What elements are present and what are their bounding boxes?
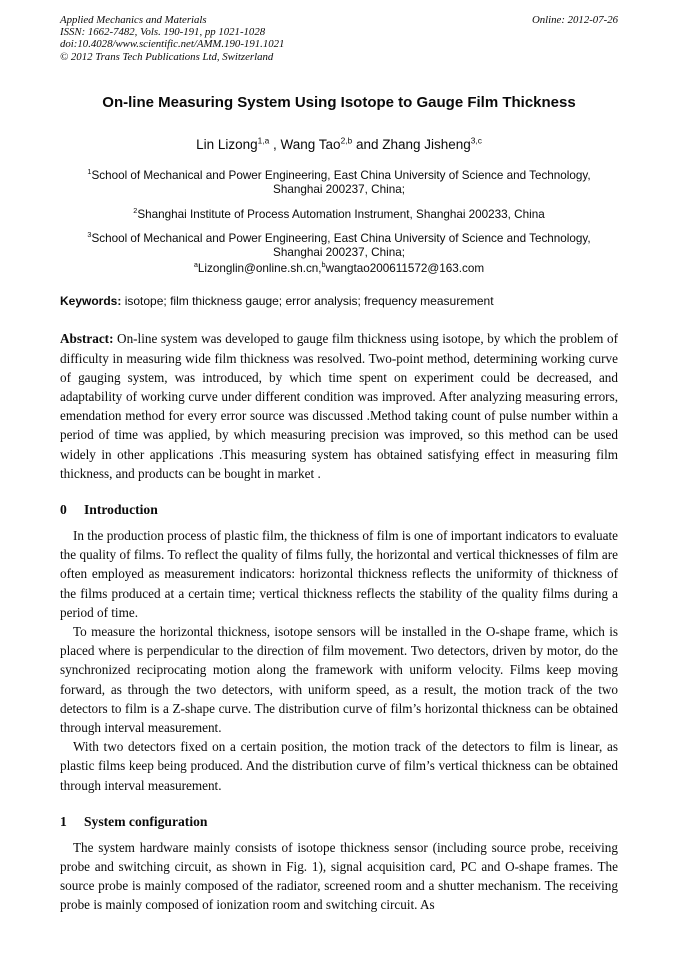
author-name: Wang Tao (280, 136, 341, 152)
online-date: Online: 2012-07-26 (531, 14, 618, 26)
body-paragraph: With two detectors fixed on a certain position, the motion track of the detectors to film is linear, as plastic films keep being produced. And the distribution curve of film’s vertical thickness can be obtained through interval measurement. (60, 739, 618, 793)
affiliation-text: Shanghai 200237, China; (273, 246, 405, 260)
body-paragraph: The system hardware mainly consists of isotope thickness sensor (including source probe, receiving probe and switching circuit, as shown in Fig. 1), signal acquisition card, PC and O-shape frames. The source probe is mainly composed of the radiator, screened room and a shutter mechanism. The receiving probe is mainly composed of ionization room and switching circuit. As (60, 839, 618, 913)
body-paragraph: To measure the horizontal thickness, isotope sensors will be installed in the O-shape frame, which is placed where is perpendicular to the direction of film movement. Two detectors, driven by motor, do the synchronized reciprocating motion along the framework with uniform velocity. Films keep moving forward, as through the two detectors, with uniform speed, as a result, the motion track of the two detectors to film is a Z-shape curve. The distribution curve of film’s horizontal thickness can be obtained through interval measurement. (60, 624, 618, 736)
doi-line: doi:10.4028/www.scientific.net/AMM.190-191.1021 (60, 38, 285, 51)
email-address: Lizonglin@online.sh.cn, (197, 261, 322, 275)
section-number: 1 (60, 813, 67, 829)
keywords-text: isotope; film thickness gauge; error analysis; frequency measurement (124, 294, 494, 309)
body-paragraph: In the production process of plastic film, the thickness of film is one of important indicators to evaluate the quality of films. To reflect the quality of films fully, the horizontal and vertical thicknesses of film are often employed as measurement indicators: horizontal thickness reflects the uniformity of thickness of the films produced at a certain time; vertical thickness reflects the stability of the quality films during a period of time. (60, 528, 618, 620)
section-title: Introduction (84, 502, 158, 517)
affiliation-text: Shanghai 200237, China; (273, 183, 405, 197)
journal-name: Applied Mechanics and Materials (60, 14, 207, 26)
section-number: 0 (60, 502, 67, 517)
author-separator: and (352, 136, 383, 152)
affiliation-text: $^3$School of Mechanical and Power Engineering, East China University of Science and Technology, (87, 229, 591, 245)
section-title: System configuration (84, 813, 208, 829)
affiliation-superscript: 1 (87, 166, 92, 176)
abstract-paragraph (60, 329, 618, 483)
author-superscript: 2,b (340, 135, 353, 146)
affiliation-text: $^2$Shanghai Institute of Process Automation Instrument, Shanghai 200233, China (133, 206, 545, 221)
emails-line (60, 259, 618, 277)
abstract-label: Abstract: (60, 331, 114, 347)
copyright-line: © 2012 Trans Tech Publications Ltd, Switzerland (60, 50, 274, 63)
paper-title: On-line Measuring System Using Isotope to Gauge Film Thickness (102, 93, 576, 111)
affiliation-text: $^1$School of Mechanical and Power Engineering, East China University of Science and Technology, (87, 166, 591, 182)
affiliation (60, 208, 618, 223)
email-superscript: a (193, 259, 198, 269)
email-address: wangtao200611572@163.com (325, 261, 485, 275)
author-superscript: 1,a (257, 135, 270, 146)
journal-info (60, 14, 284, 63)
keywords-label: Keywords: (60, 294, 122, 309)
affiliation (60, 229, 618, 261)
affiliation-superscript: 2 (133, 206, 138, 216)
author-superscript: 3,c (470, 135, 482, 146)
email-superscript: b (321, 259, 326, 269)
section-heading-system-configuration (60, 813, 618, 831)
affiliation-superscript: 3 (87, 229, 92, 239)
section-heading-introduction (60, 501, 618, 519)
keywords-line (60, 294, 618, 309)
author-name: Lin Lizong (196, 136, 258, 152)
author-name: Zhang Jisheng (382, 136, 471, 152)
issn-line: ISSN: 1662-7482, Vols. 190-191, pp 1021-1028 (60, 26, 266, 39)
affiliation (60, 166, 618, 198)
journal-header (60, 14, 618, 63)
authors-line (60, 136, 618, 153)
author-separator: , (269, 136, 281, 152)
abstract-text: On-line system was developed to gauge film thickness using isotope, by which the problem of difficulty in measuring wide film thickness was resolved. Two-point method, determining working curve of gauging system, was introduced, by which time spent on experiment could be decreased, and adaptability of working curve under different condition was improved. After analyzing measuring errors, emendation method for every error source was discussed .Method taking count of pulse number within a period of time was applied, by which measuring precision was improved, so this method can be used widely in other applications .This measuring system has obtained satisfying effect in measuring film thickness, and products can be bought in market . (60, 331, 618, 481)
